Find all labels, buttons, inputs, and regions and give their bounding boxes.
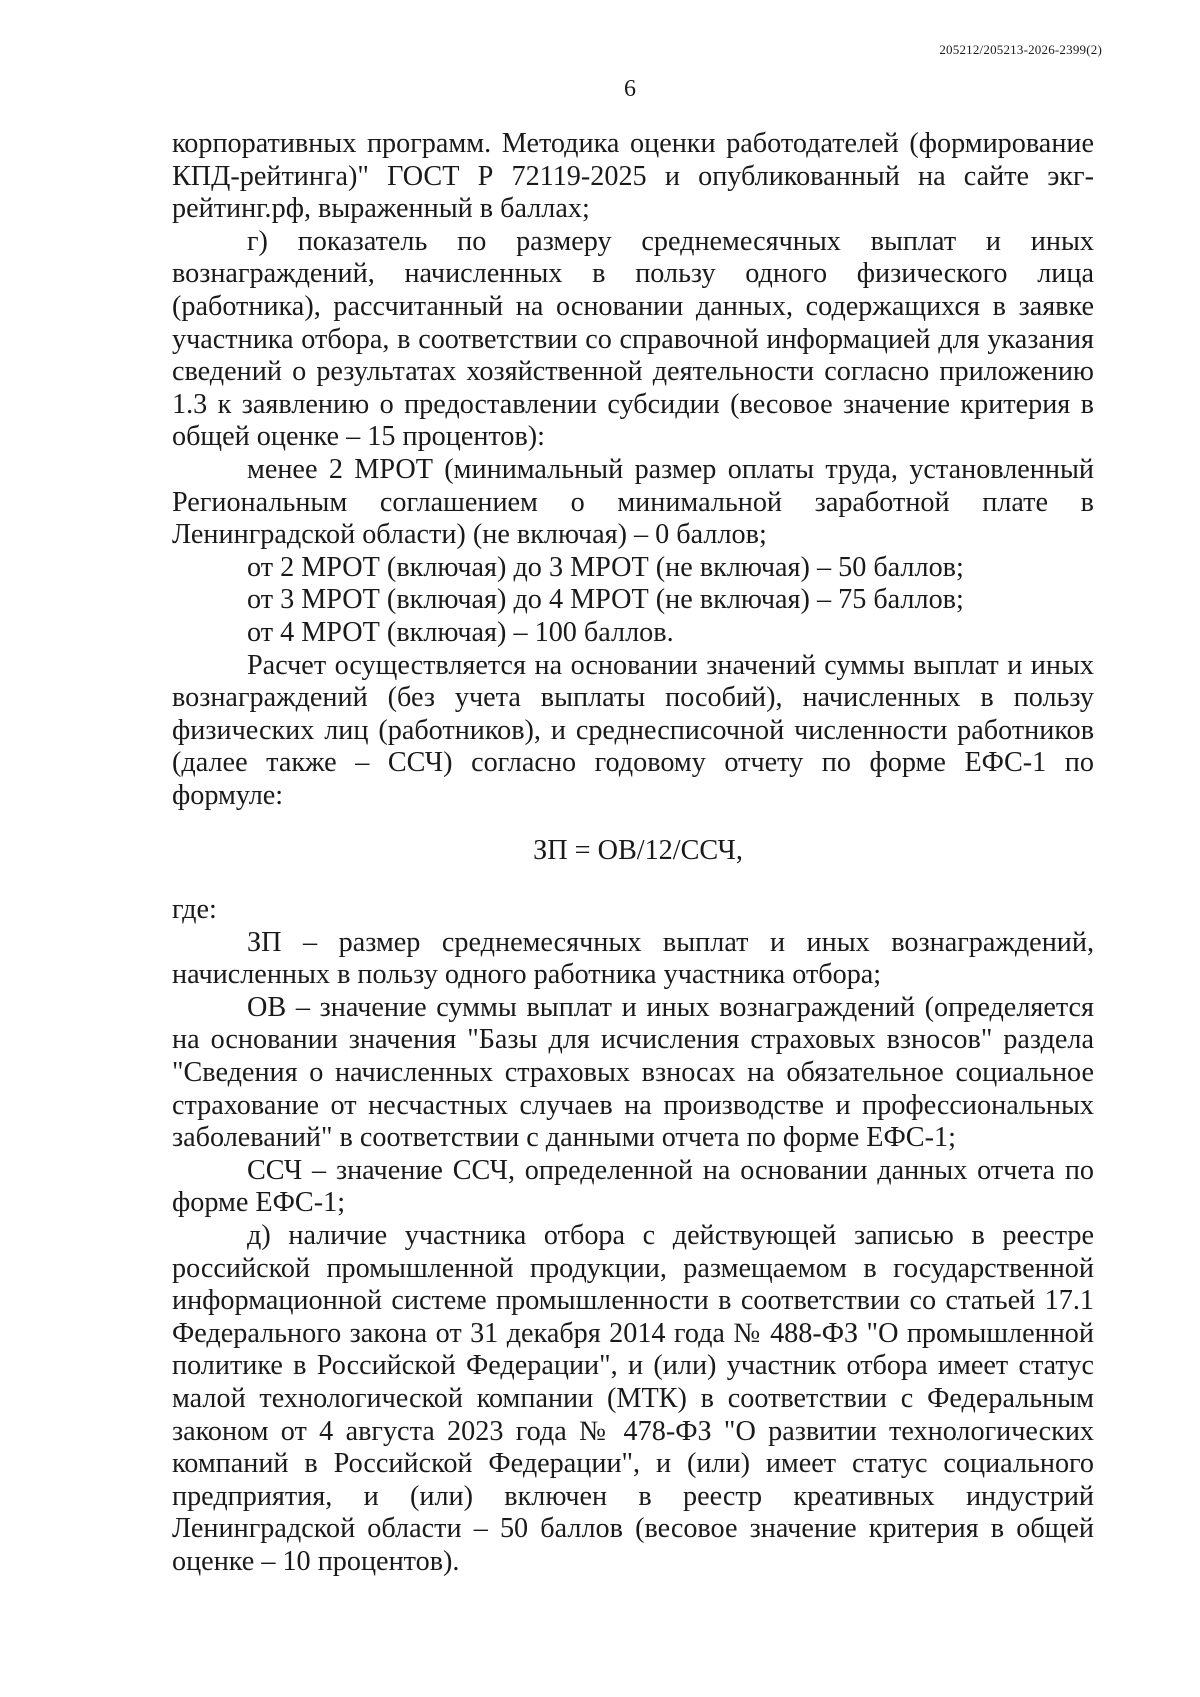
paragraph-score-2-3-mrot: от 2 МРОТ (включая) до 3 МРОТ (не включая) – 50 баллов; [247, 551, 964, 583]
document-id: 205212/205213-2026-2399(2) [939, 42, 1102, 57]
document-body [172, 128, 1094, 1579]
paragraph-score-4-mrot: от 4 МРОТ (включая) – 100 баллов. [247, 616, 674, 648]
where-label: где: [172, 894, 217, 926]
definition-zp: ЗП – размер среднемесячных выплат и иных вознаграждений, начисленных в пользу одного работника участника отбора; [172, 926, 1094, 991]
definition-ssch: ССЧ – значение ССЧ, определенной на основании данных отчета по форме ЕФС-1; [172, 1154, 1094, 1219]
formula: ЗП = ОВ/12/ССЧ, [533, 835, 743, 867]
paragraph-continuation: корпоративных программ. Методика оценки работодателей (формирование КПД-рейтинга)" ГОСТ Р 72119-2025 и опубликованный на сайте экг-рейтинг.рф, выраженный в баллах; [172, 128, 1094, 225]
page-number: 6 [624, 76, 636, 102]
definition-ov: ОВ – значение суммы выплат и иных вознаграждений (определяется на основании значения "Базы для исчисления страховых взносов" раздела "Сведения о начисленных страховых взносах на обязательное социальное страхование от несчастных случаев на производстве и профессиональных заболеваний" в соответствии с данными отчета по форме ЕФС-1; [172, 991, 1094, 1154]
paragraph-calculation: Расчет осуществляется на основании значений суммы выплат и иных вознаграждений (без учета выплаты пособий), начисленных в пользу физических лиц (работников), и среднесписочной численности работников (далее также – ССЧ) согласно годовому отчету по форме ЕФС-1 по формуле: [172, 649, 1094, 811]
paragraph-criterion-g: г) показатель по размеру среднемесячных выплат и иных вознаграждений, начисленных в пользу одного физического лица (работника), рассчитанный на основании данных, содержащихся в заявке участника отбора, в соответствии со справочной информацией для указания сведений о результатах хозяйственной деятельности согласно приложению 1.3 к заявлению о предоставлении субсидии (весовое значение критерия в общей оценке – 15 процентов): [172, 225, 1094, 453]
paragraph-score-3-4-mrot: от 3 МРОТ (включая) до 4 МРОТ (не включая) – 75 баллов; [247, 584, 964, 616]
paragraph-score-less-2-mrot: менее 2 МРОТ (минимальный размер оплаты труда, установленный Региональным соглашением о минимальной заработной плате в Ленинградской области) (не включая) – 0 баллов; [172, 453, 1094, 551]
paragraph-criterion-d: д) наличие участника отбора с действующей записью в реестре российской промышленной продукции, размещаемом в государственной информационной системе промышленности в соответствии со статьей 17.1 Федерального закона от 31 декабря 2014 года № 488-ФЗ "О промышленной политике в Российской Федерации", и (или) участник отбора имеет статус малой технологической компании (МТК) в соответствии с Федеральным законом от 4 августа 2023 года № 478-ФЗ "О развитии технологических компаний в Российской Федерации", и (или) имеет статус социального предприятия, и (или) включен в реестр креативных индустрий Ленинградской области – 50 баллов (весовое значение критерия в общей оценке – 10 процентов). [172, 1220, 1094, 1577]
